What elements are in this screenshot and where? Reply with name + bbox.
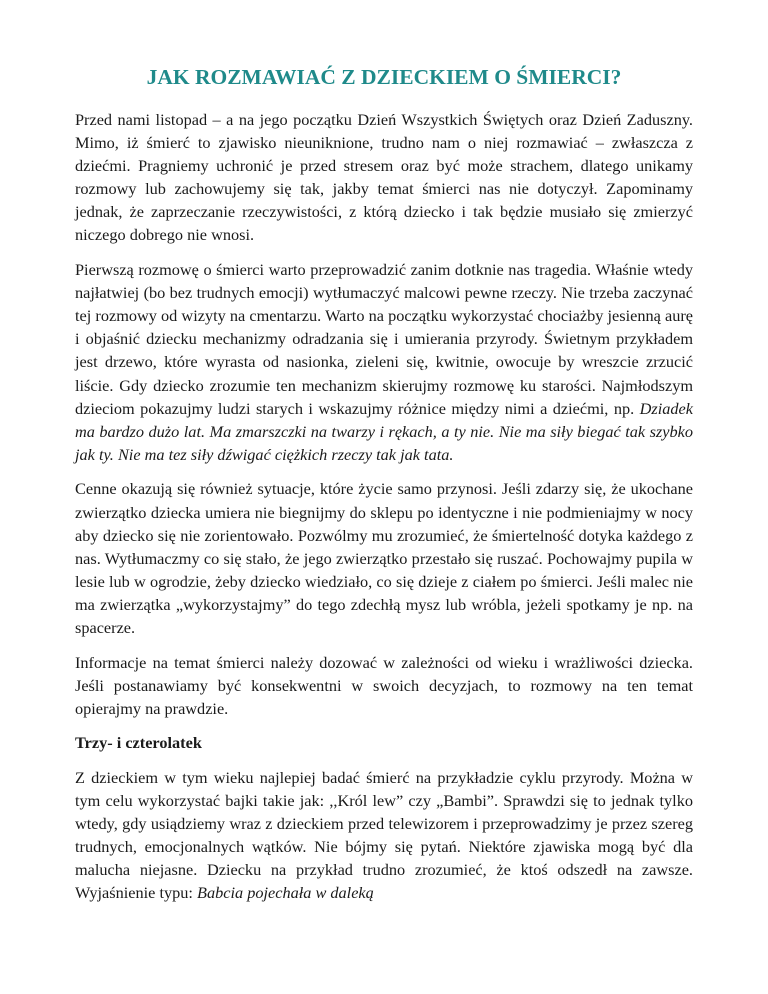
paragraph-dosing-info: Informacje na temat śmierci należy dozować w zależności od wieku i wrażliwości dziecka. Jeśli postanawiamy być konsekwentni w swoich decyzjach, to rozmowy na ten temat opierajmy na prawdzie. (75, 652, 693, 718)
paragraph-first-talk (75, 258, 693, 466)
paragraph-age-3-4 (75, 766, 693, 905)
paragraph-intro: Przed nami listopad – a na jego początku Dzień Wszystkich Świętych oraz Dzień Zaduszny. Mimo, iż śmierć to zjawisko nieuniknione, trudno nam o niej rozmawiać – zwłaszcza z dziećmi. Pragniemy uchronić je przed stresem oraz być może strachem, dlatego unikamy rozmowy lub zachowujemy się tak, jakby temat śmierci nas nie dotyczył. Zapominamy jednak, że zaprzeczanie rzeczywistości, z którą dziecko i tak będzie musiało się zmierzyć niczego dobrego nie wnosi. (75, 110, 693, 245)
paragraph-first-talk-text: Pierwszą rozmowę o śmierci warto przeprowadzić zanim dotknie nas tragedia. Właśnie wtedy najłatwiej (bo bez trudnych emocji) wytłumaczyć malcowi pewne rzeczy. Nie trzeba zaczynać tej rozmowy od wizyty na cmentarzu. Warto na początku wykorzystać chociażby jesienną aurę i objaśnić dziecku mechanizmy odradzania się i umierania przyrody. Świetnym przykładem jest drzewo, które wyrasta od nasionka, zieleni się, kwitnie, owocuje by wreszcie zrzucić liście. Gdy dziecko zrozumie ten mechanizm skierujmy rozmowę ku starości. Najmłodszym dzieciom pokazujmy ludzi starych i wskazujmy różnice między nimi a dziećmi, np. (75, 260, 693, 418)
document-title: JAK ROZMAWIAĆ Z DZIECKIEM O ŚMIERCI? (146, 65, 622, 89)
document-page (75, 62, 693, 916)
paragraph-age-3-4-example: Babcia pojechała w daleką (197, 883, 374, 903)
paragraph-age-3-4-text: Z dzieckiem w tym wieku najlepiej badać śmierć na przykładzie cyklu przyrody. Można w tym celu wykorzystać bajki takie jak: ,,Król lew” czy „Bambi”. Sprawdzi się to jednak tylko wtedy, gdy usiądziemy wraz z dzieckiem przed telewizorem i przeprowadzimy je przez szereg trudnych, emocjonalnych wątków. Nie bójmy się pytań. Niektóre zjawiska mogą być dla malucha niejasne. Dziecku na przykład trudno zrozumieć, że ktoś odszedł na zawsze. Wyjaśnienie typu: (75, 767, 693, 903)
paragraph-first-talk-example: Dziadek ma bardzo dużo lat. Ma zmarszczki na twarzy i rękach, a ty nie. Nie ma siły biegać tak szybko jak ty. Nie ma tez siły dźwigać ciężkich rzeczy tak jak tata. (75, 398, 693, 464)
paragraph-life-situations: Cenne okazują się również sytuacje, które życie samo przynosi. Jeśli zdarzy się, że ukochane zwierzątko dziecka umiera nie biegnijmy do sklepu po identyczne i nie podmieniajmy w nocy aby dziecko się nie zorientowało. Pozwólmy mu zrozumieć, że śmiertelność dotyka każdego z nas. Wytłumaczmy co się stało, że jego zwierzątko przestało się ruszać. Pochowajmy pupila w lesie lub w ogrodzie, żeby dziecko wiedziało, co się dzieje z ciałem po śmierci. Jeśli malec nie ma zwierzątka „wykorzystajmy” do tego zdechłą mysz lub wróbla, jeżeli spotkamy je np. na spacerze. (75, 479, 693, 637)
section-heading-age-3-4: Trzy- i czterolatek (75, 733, 202, 753)
